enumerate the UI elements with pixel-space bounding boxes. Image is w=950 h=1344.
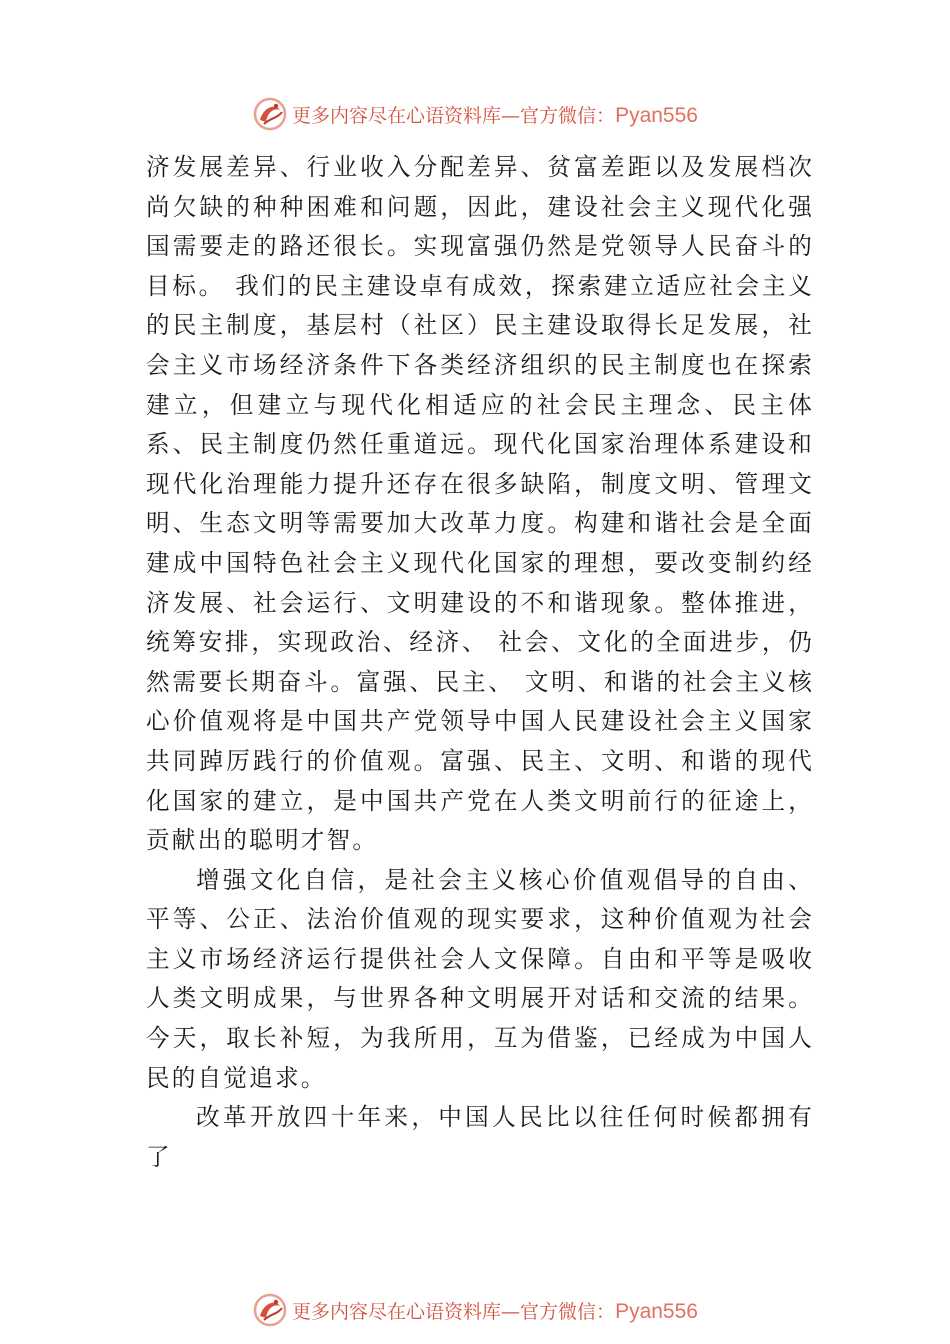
footer-brand: 更多内容尽在心语资料库 [292,1300,502,1323]
header-separator: — [501,104,521,127]
paragraph-2: 增强文化自信，是社会主义核心价值观倡导的自由、平等、公正、法治价值观的现实要求，这种价值观为社会主义市场经济运行提供社会人文保障。自由和平等是吸收人类文明成果，与世界各种文明展开对话和交流的结果。今天，取长补短，为我所用，互为借鉴，已经成为中国人民的自觉追求。 [146,865,814,1092]
header-wechat-id: Pyan556 [615,103,698,127]
footer-separator: — [501,1300,521,1323]
footer-wechat-label: 官方微信： [520,1300,616,1323]
footer-banner [0,1290,950,1330]
swirl-logo-icon [252,1292,288,1328]
footer-brand-text [292,1297,698,1324]
document-body [146,148,814,1177]
footer-wechat-id: Pyan556 [615,1299,698,1323]
header-brand-text [292,101,698,128]
header-brand: 更多内容尽在心语资料库 [292,104,502,127]
paragraph-3: 改革开放四十年来，中国人民比以往任何时候都拥有了 [146,1103,814,1171]
paragraph-1: 济发展差异、行业收入分配差异、贫富差距以及发展档次尚欠缺的种种困难和问题，因此，建设社会主义现代化强国需要走的路还很长。实现富强仍然是党领导人民奋斗的目标。 我们的民主建设卓有成效，探索建立适应社会主义的民主制度，基层村（社区）民主建设取得长足发展，社会主义市场经济条件下各类经济组织的民主制度也在探索建立，但建立与现代化相适应的社会民主理念、民主体系、民主制度仍然任重道远。现代化国家治理体系建设和现代化治理能力提升还存在很多缺陷，制度文明、管理文明、生态文明等需要加大改革力度。构建和谐社会是全面建成中国特色社会主义现代化国家的理想，要改变制约经济发展、社会运行、文明建设的不和谐现象。整体推进，统筹安排，实现政治、经济、 社会、文化的全面进步，仍然需要长期奋斗。富强、民主、 文明、和谐的社会主义核心价值观将是中国共产党领导中国人民建设社会主义国家共同踔厉践行的价值观。富强、民主、文明、和谐的现代化国家的建立，是中国共产党在人类文明前行的征途上，贡献出的聪明才智。 [146,153,814,855]
header-banner [0,94,950,134]
header-wechat-label: 官方微信： [520,104,616,127]
swirl-logo-icon [252,96,288,132]
